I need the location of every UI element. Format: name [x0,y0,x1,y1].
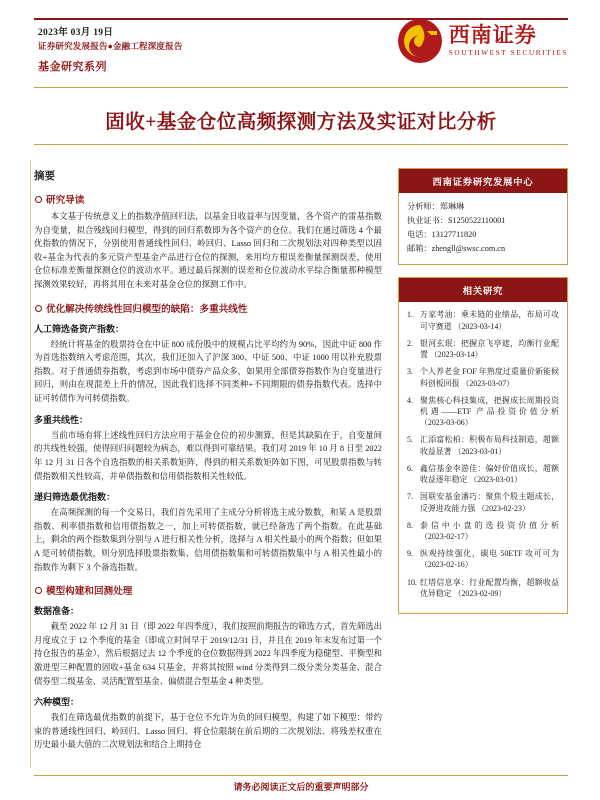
analyst-license: 执业证书：S1250522110001 [407,216,506,226]
list-item-date: （2023-03-01） [453,446,507,456]
abstract-column [34,168,382,758]
analyst-phone: 电话：13127711820 [407,230,477,240]
list-item-index: 6. [407,463,413,473]
list-item-date: （2023-03-07） [461,378,515,388]
left-margin-rule [30,160,31,768]
list-item[interactable] [407,338,559,360]
analyst-name: 分析师：郑琳琳 [407,202,465,211]
southwest-securities-logo-icon [397,18,443,64]
paragraph-recursive-selection: 在高频探测的每一个交易日，我们首先采用了主成分分析将选主成分数数，和某 A 是股票指数、利率债指数和信用债指数之一，加上可转债指数，就已经备选了两个指数。在此基础上，剩余的两个指数集到分别与 A 进行相关性分析，选择与 A 相关性最小的两个指数；但如果 A 是可转债指数，则分别选择股票指数集、信用债指数集和可转债指数集中与 A 相关性最小的指数作为剩下 3 个备选指数。 [34,508,382,572]
abstract-label: 摘要 [34,171,55,182]
related-research-title: 相关研究 [399,278,567,302]
subheading-recursive-selection: 递归筛选最优指数： [34,492,116,503]
page-header [34,18,568,88]
list-item[interactable] [407,463,559,485]
brand-logo [397,18,568,64]
list-item-index: 3. [407,367,413,377]
report-date: 2023年 03月 19日 [38,28,114,38]
brand-text [449,25,568,56]
list-item-date: （2023-02-16） [420,560,473,570]
abstract-heading-2: 优化解决传统线性回归模型的缺陷：多重共线性 [34,301,382,315]
research-center-body [399,193,567,264]
list-item-label: 银河玄珉：把握京飞亭遮，均衡行业配置 [420,338,559,360]
list-item-index: 1. [407,310,413,320]
list-item-date: （2023-02-23） [477,503,530,513]
list-item-label: 汇添富松柏：积极布局科技制造，超额收益显著 [420,435,559,456]
list-item-date: （2023-03-06） [420,418,473,428]
list-item-index: 8. [407,520,413,530]
paragraph-data-prep: 截至 2022 年 12 月 31 日（即 2022 年四季度），我们按照前期报告的筛选方式，首先筛选出月度成立于 12 个季度的基金（即成立时间早于 2019/12/31 日，并且在 2019 年末发布过第一个持仓报告的基金），然后根据过去 12 个季度的仓位数据得到 2022 年四季度为稳健型、平衡型和激进型三种配置的固收+基金 634 只基金，并将其按照 wind 分类得到二级分类分类基金、混合债券型二级基金、灵活配置型基金、偏债混合型基金 4 种类型。 [34,622,382,686]
analyst-email: 邮箱：zhengll@swsc.com.cn [407,244,506,254]
list-item[interactable] [407,491,559,513]
list-item[interactable] [407,548,559,570]
report-category: 证券研究发展报告●金融工程深度报告 [38,41,183,51]
list-item-label: 红塔信息享：行业配置均衡，超额收益优异稳定 [420,577,559,598]
list-item-date: （2023-02-17） [420,531,473,541]
list-item-label: 国联安基金潘巧：聚焦个股主题成长，反弹进攻能力强 [420,492,559,513]
list-item-date: （2023-03-14） [453,321,507,331]
list-item[interactable] [407,366,559,388]
sidebar [398,168,568,626]
related-research-body [399,302,567,613]
related-research-list [407,309,559,599]
list-item[interactable] [407,395,559,429]
list-item[interactable] [407,434,559,456]
list-item-index: 2. [407,338,413,348]
subheading-index-selection: 人工筛选备资产指数： [34,323,125,334]
list-item-index: 9. [407,549,413,559]
list-item-index: 10. [407,577,417,587]
abstract-paragraph-1: 本文基于传统意义上的指数净值回归法，以基金日收益率与因变量，各个资产的雷基指数为自变量，拟合残线回归模型，得到的回归系数即为各个资产的仓位。我们在通过筛选 4 个最优指数的情况下，分别使用普通线性回归、岭回归、Lasso 回归和二次规划法对四种类型以固收+基金为代表的多元资产型基金产品进行仓位的探测，来用均方根误差衡量探测误差，使用仓位标准差衡量探测仓位的波动水平。通过最后探测的误差和仓位波动水平综合衡量那种模型探测效果较好，再将其用在未来对基金仓位的探测工作中。 [34,212,382,290]
page-title: 固收+基金仓位高频探测方法及实证对比分析 [105,112,497,133]
brand-name-cn: 西南证券 [448,23,537,48]
header-bottom-rule [34,87,568,88]
footer-notice: 请务必阅读正文后的重要声明部分 [233,782,369,792]
list-item-label: 纵观持续强化，碳电 50ETF 攻可可为 [420,549,559,559]
title-divider [34,144,568,145]
list-item-date: （2023-03-01） [469,475,522,485]
paragraph-multicollinearity: 当前市场有将上述线性回归方法应用于基金仓位的初步测算，但是其缺陷在于，自变量间的共线性较强，使得回归问题较为病态，难以得到可靠结果。我们对 2019 年 10 月 8 日至 2022 年 12 月 31 日各个自选指数的相关系数矩阵，得到的相关系数矩阵如下图，可见股票指数与转债指数相关性较高，并单债指数和信用债指数相关性较低。 [34,430,382,481]
subheading-data-prep: 数据准备： [34,606,80,617]
abstract-heading-1: 研究导读 [34,192,382,206]
brand-name-en: SOUTHWEST SECURITIES [448,48,568,58]
list-item[interactable] [407,577,559,599]
subheading-multicollinearity: 多重共线性： [34,414,89,425]
research-center-title: 西南证券研究发展中心 [399,169,567,193]
list-item[interactable] [407,520,559,542]
list-item-label: 泰信中小盘的选投资价值分析 [420,520,559,530]
list-item[interactable] [407,309,559,331]
list-item-date: （2023-03-14） [429,350,483,360]
research-center-box [398,168,568,265]
abstract-heading-3: 模型构建和回测处理 [34,583,382,597]
list-item-index: 5. [407,435,413,445]
list-item-date: （2023-02-09） [453,588,507,598]
list-item-label: 聚焦核心科技集成，把握成长周期投资机遇——ETF 产品投资价值分析 [420,395,559,416]
list-item-index: 7. [407,492,413,502]
subheading-six-models: 六种模型： [34,697,80,708]
report-series: 基金研究系列 [38,61,107,73]
list-item-index: 4. [407,395,413,405]
paragraph-index-selection: 经统计将基金的股票持仓在中证 800 成份股中的规模占比平均约为 90%，因此中证 800 作为首选指数纳入考虑范围，其次，我们还加入了沪深 300、中证 500、中证 1000 用以补充股票指数。对于普通债券指数，考虑到市场中债券产品众多，如果用全部债券指数作为自变量进行回归，则由在现混差上升的情况，因此我们选择不同类种+不同期限的债券指数代表。选择中证可转债作为可转债指数。 [34,339,382,404]
related-research-box [398,277,568,614]
footer-divider [34,775,568,776]
list-item-label: 个人养老金 FOF 年熟度过重量价新能候科创板回报 [420,367,559,388]
list-item-label: 鑫信基金李游佳：偏好价值成长，超额收益逐年稳定 [420,463,559,485]
paragraph-six-models: 我们在筛选最优指数的前提下，基于仓位不允许为负的回归模型，构建了如下模型：带约束的普通线性回归、岭回归、Lasso 回归、将仓位限制在前后期的二次规划法、将残差权重在历史最小最大值的二次规划法和结合上期持仓 [34,713,382,750]
list-item-label: 万家考油：乘未链的业绩品，布局可攻可守赛道 [420,310,559,331]
